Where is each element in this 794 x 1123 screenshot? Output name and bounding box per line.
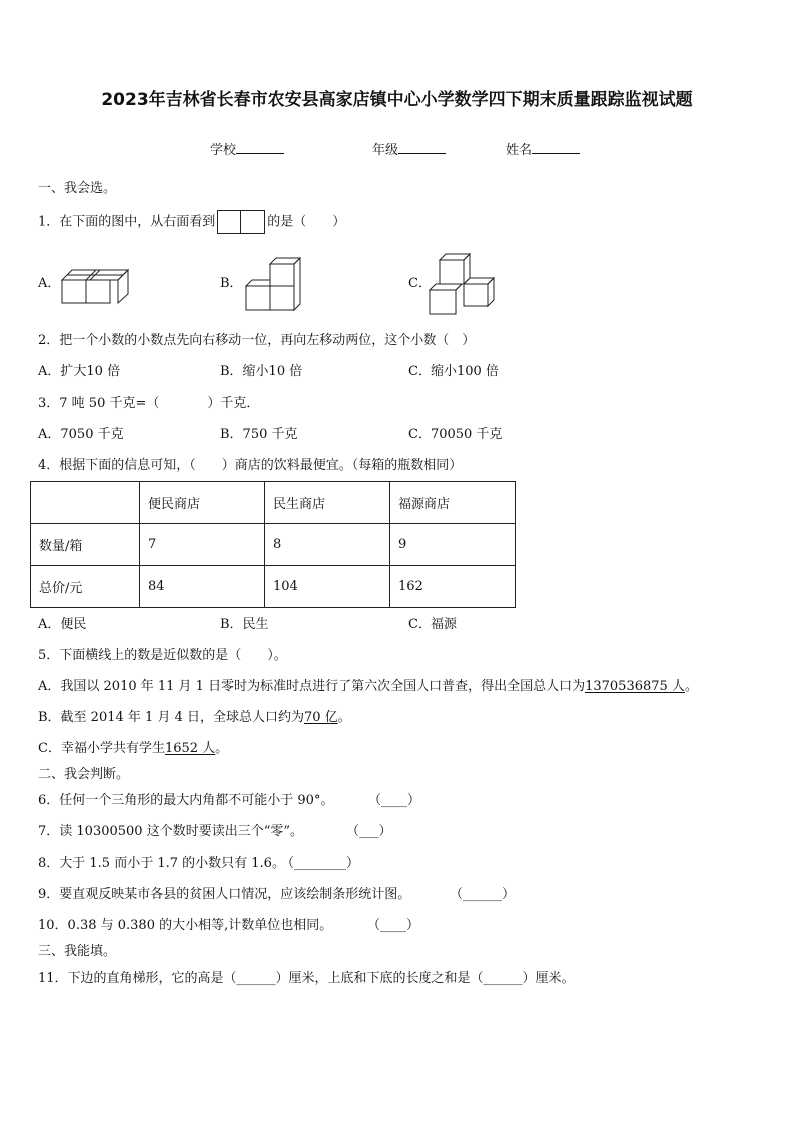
q4-option-c[interactable]: C．福源 <box>408 617 457 632</box>
q5-b-number: 70 亿 <box>303 710 338 725</box>
table-header-cell: 民生商店 <box>265 482 390 524</box>
q10-answer-blank[interactable]: （____） <box>367 918 420 933</box>
table-header-cell: 福源商店 <box>390 482 516 524</box>
school-blank[interactable] <box>236 141 284 154</box>
name-label: 姓名 <box>506 143 533 158</box>
table-row <box>31 524 516 566</box>
question-1 <box>38 210 345 235</box>
q5-c-text: C．幸福小学共有学生 <box>38 741 165 756</box>
question-9: 9．要直观反映某市各县的贫困人口情况，应该绘制条形统计图。 <box>38 887 411 902</box>
q2-option-a[interactable]: A．扩大10 倍 <box>38 364 121 379</box>
table-cell: 84 <box>140 566 265 608</box>
q5-option-a[interactable] <box>38 679 698 695</box>
q5-c-number: 1652 人 <box>164 741 216 756</box>
q1-prefix: 1．在下面的图中，从右面看到 <box>38 214 216 230</box>
q1-suffix: 的是（ ） <box>267 214 346 230</box>
q6-answer-blank[interactable]: （____） <box>368 793 421 808</box>
table-cell: 总价/元 <box>31 566 140 608</box>
q3-option-b[interactable]: B．750 千克 <box>220 427 298 442</box>
table-cell: 9 <box>390 524 516 566</box>
table-cell: 104 <box>265 566 390 608</box>
school-label: 学校 <box>210 143 237 158</box>
q5-b-text: B．截至 2014 年 1 月 4 日，全球总人口约为 <box>38 710 304 725</box>
q5-a-end: 。 <box>684 679 698 694</box>
q3-stem-end: ）千克． <box>207 396 260 411</box>
question-3 <box>38 396 259 412</box>
right-view-figure <box>217 210 265 234</box>
q3-option-c[interactable]: C．70050 千克 <box>408 427 503 442</box>
q5-option-c[interactable] <box>38 741 228 757</box>
q7-answer-blank[interactable]: （___） <box>346 824 392 839</box>
table-row <box>31 566 516 608</box>
section-heading-3: 三、我能填。 <box>38 944 117 959</box>
q5-c-end: 。 <box>215 741 229 756</box>
q1-option-c-figure <box>428 250 498 316</box>
q1-option-b-label: B． <box>220 276 243 291</box>
q4-option-a[interactable]: A．便民 <box>38 617 87 632</box>
question-2: 2．把一个小数的小数点先向右移动一位，再向左移动两位，这个小数（ ） <box>38 333 476 348</box>
table-cell: 8 <box>265 524 390 566</box>
q8-answer-blank[interactable]: （________） <box>281 856 360 871</box>
price-table <box>30 481 516 608</box>
grade-field <box>372 141 446 159</box>
section-heading-1: 一、我会选。 <box>38 181 117 196</box>
q4-option-b[interactable]: B．民生 <box>220 617 269 632</box>
q3-stem-start: 3．7 吨 50 千克=（ <box>38 396 160 411</box>
question-5: 5．下面横线上的数是近似数的是（ ）。 <box>38 648 287 663</box>
table-cell: 162 <box>390 566 516 608</box>
question-10: 10．0.38 与 0.380 的大小相等,计数单位也相同。 <box>38 918 333 933</box>
q1-option-c-label: C． <box>408 276 431 291</box>
page-title: 2023年吉林省长春市农安县高家店镇中心小学数学四下期末质量跟踪监视试题 <box>101 90 693 110</box>
grade-label: 年级 <box>372 143 399 158</box>
q1-option-a-figure <box>60 258 130 306</box>
q5-b-end: 。 <box>337 710 351 725</box>
table-cell: 数量/箱 <box>31 524 140 566</box>
name-blank[interactable] <box>532 141 580 154</box>
section-heading-2: 二、我会判断。 <box>38 767 130 782</box>
q5-a-number: 1370536875 人 <box>585 679 685 694</box>
name-field <box>506 141 580 159</box>
school-field <box>210 141 284 159</box>
q5-option-b[interactable] <box>38 710 351 726</box>
table-header-row <box>31 482 516 524</box>
table-header-cell: 便民商店 <box>140 482 265 524</box>
q1-option-b-figure <box>244 254 304 314</box>
q5-a-text: A．我国以 2010 年 11 月 1 日零时为标准时点进行了第六次全国人口普查，得出全国总人口为 <box>38 679 586 694</box>
question-4: 4．根据下面的信息可知，（ ）商店的饮料最便宜。（每箱的瓶数相同） <box>38 458 463 473</box>
q2-option-c[interactable]: C．缩小100 倍 <box>408 364 499 379</box>
q2-option-b[interactable]: B．缩小10 倍 <box>220 364 303 379</box>
question-8: 8．大于 1.5 而小于 1.7 的小数只有 1.6。 <box>38 856 285 871</box>
grade-blank[interactable] <box>398 141 446 154</box>
q9-answer-blank[interactable]: （______） <box>450 887 516 902</box>
question-6: 6．任何一个三角形的最大内角都不可能小于 90°。 <box>38 793 334 808</box>
table-cell: 7 <box>140 524 265 566</box>
table-header-cell <box>31 482 140 524</box>
question-7: 7．读 10300500 这个数时要读出三个“零”。 <box>38 824 303 839</box>
q3-option-a[interactable]: A．7050 千克 <box>38 427 124 442</box>
question-11: 11．下边的直角梯形，它的高是（______）厘米，上底和下底的长度之和是（______）厘米。 <box>38 971 575 986</box>
q1-option-a-label: A． <box>38 276 61 291</box>
